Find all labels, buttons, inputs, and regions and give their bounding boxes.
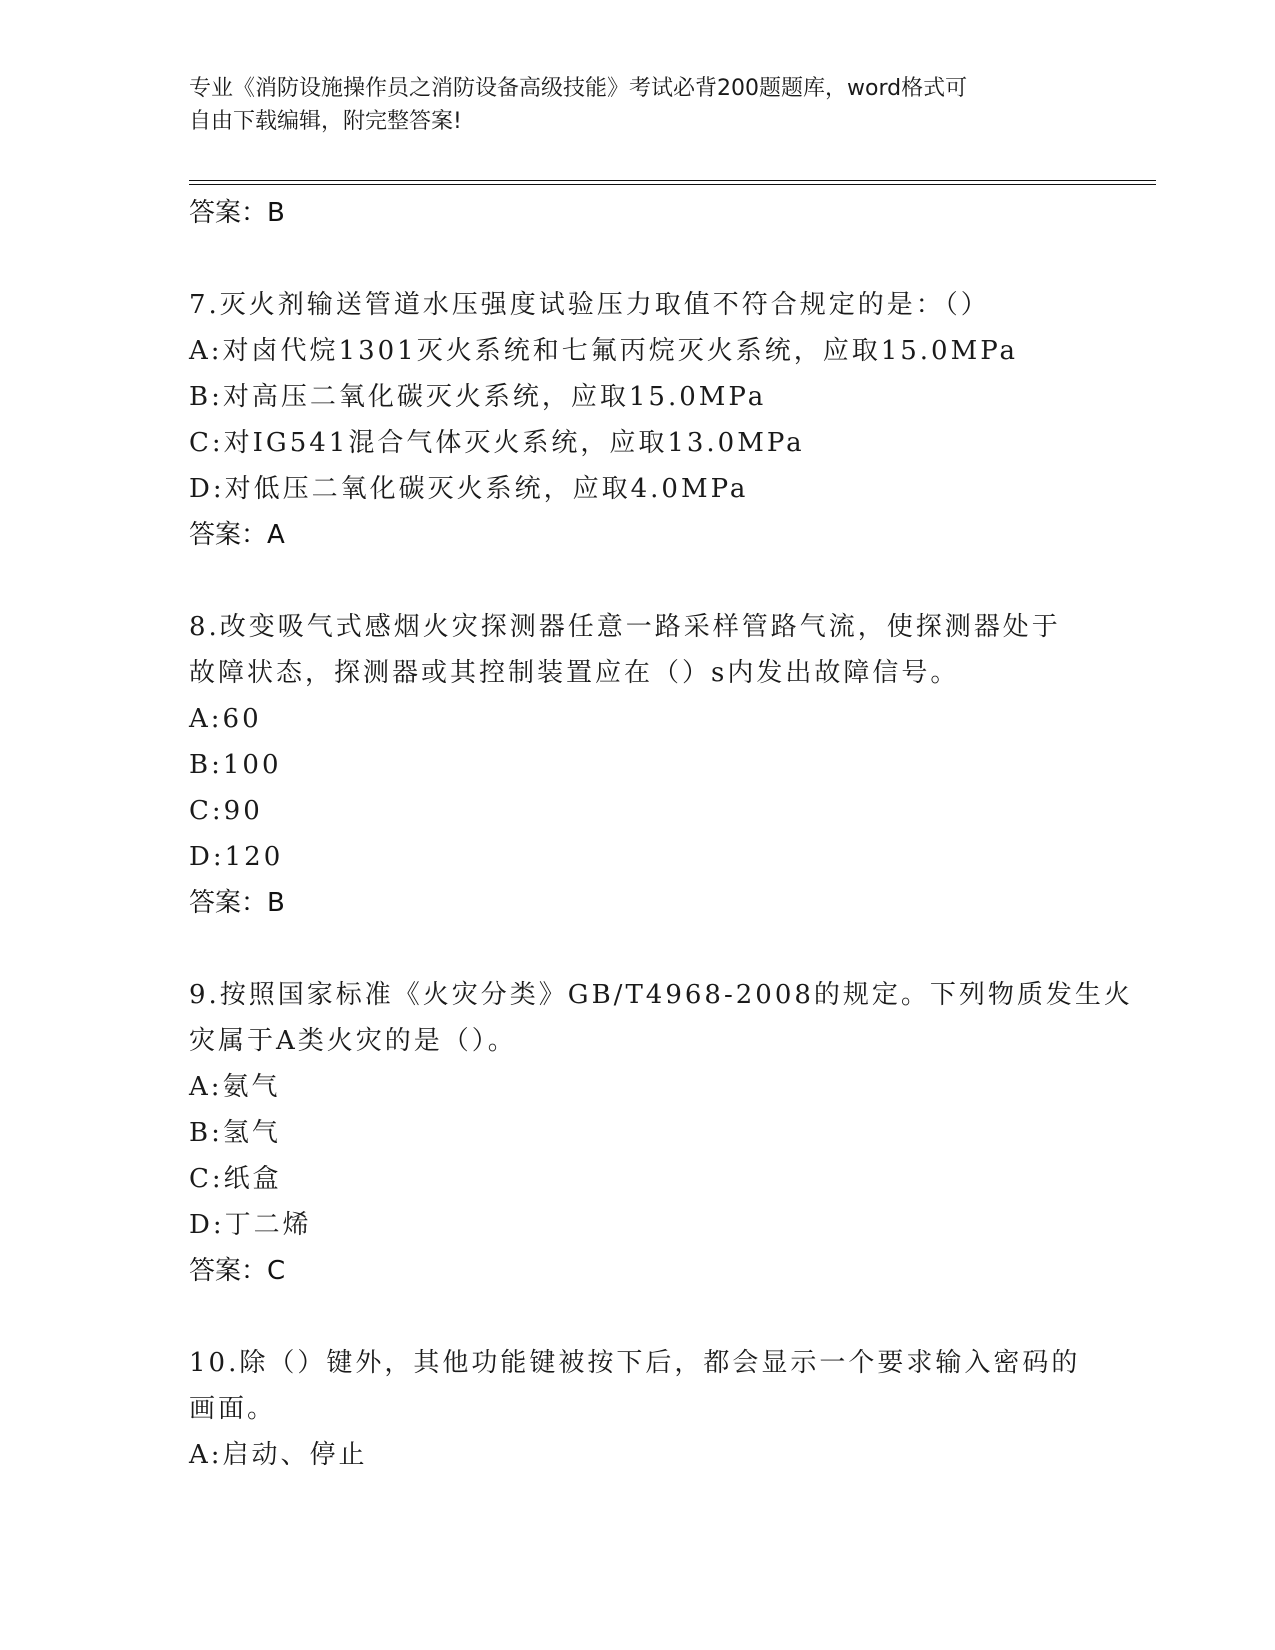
- question-text-continued: 画面。: [189, 1394, 277, 1424]
- question-block: [189, 972, 1133, 1294]
- answer-line: 答案：C: [189, 1256, 286, 1286]
- question-text: 8.改变吸气式感烟火灾探测器任意一路采样管路气流，使探测器处于: [189, 612, 1061, 642]
- question-text-continued: 故障状态，探测器或其控制装置应在（）s内发出故障信号。: [189, 658, 960, 688]
- question-block: [189, 282, 1089, 558]
- option-a: A:对卤代烷1301灭火系统和七氟丙烷灭火系统，应取15.0MPa: [189, 336, 1019, 366]
- option-a: A:氨气: [189, 1072, 281, 1102]
- option-b: B:100: [189, 750, 282, 780]
- question-text-continued: 灾属于A类火灾的是（）。: [189, 1026, 517, 1056]
- question-text: 9.按照国家标准《火灾分类》GB/T4968-2008的规定。下列物质发生火: [189, 980, 1133, 1010]
- option-c: C:纸盒: [189, 1164, 282, 1194]
- option-b: B:氢气: [189, 1118, 281, 1148]
- answer-line: 答案：B: [189, 888, 285, 918]
- question-text: 7.灭火剂输送管道水压强度试验压力取值不符合规定的是：（）: [189, 290, 990, 320]
- question-block: [189, 1340, 1089, 1478]
- option-d: D:120: [189, 842, 284, 872]
- header-divider-bottom: [189, 184, 1156, 185]
- option-c: C:对IG541混合气体灭火系统，应取13.0MPa: [189, 428, 805, 458]
- answer-line: 答案：A: [189, 520, 285, 550]
- option-d: D:丁二烯: [189, 1210, 312, 1240]
- option-d: D:对低压二氧化碳灭火系统，应取4.0MPa: [189, 474, 749, 504]
- header-divider-top: [189, 180, 1156, 181]
- question-block: [189, 604, 1089, 926]
- option-b: B:对高压二氧化碳灭火系统，应取15.0MPa: [189, 382, 767, 412]
- header-line-1: 专业《消防设施操作员之消防设备高级技能》考试必背200题题库，word格式可: [189, 76, 968, 101]
- option-a: A:60: [189, 704, 262, 734]
- header-line-2: 自由下载编辑，附完整答案!: [189, 109, 462, 134]
- question-list: [189, 190, 1133, 1478]
- option-a: A:启动、停止: [189, 1440, 368, 1470]
- answer-line: 答案：B: [189, 198, 285, 228]
- option-c: C:90: [189, 796, 263, 826]
- question-text: 10.除（）键外，其他功能键被按下后，都会显示一个要求输入密码的: [189, 1348, 1081, 1378]
- document-header: [189, 72, 1089, 138]
